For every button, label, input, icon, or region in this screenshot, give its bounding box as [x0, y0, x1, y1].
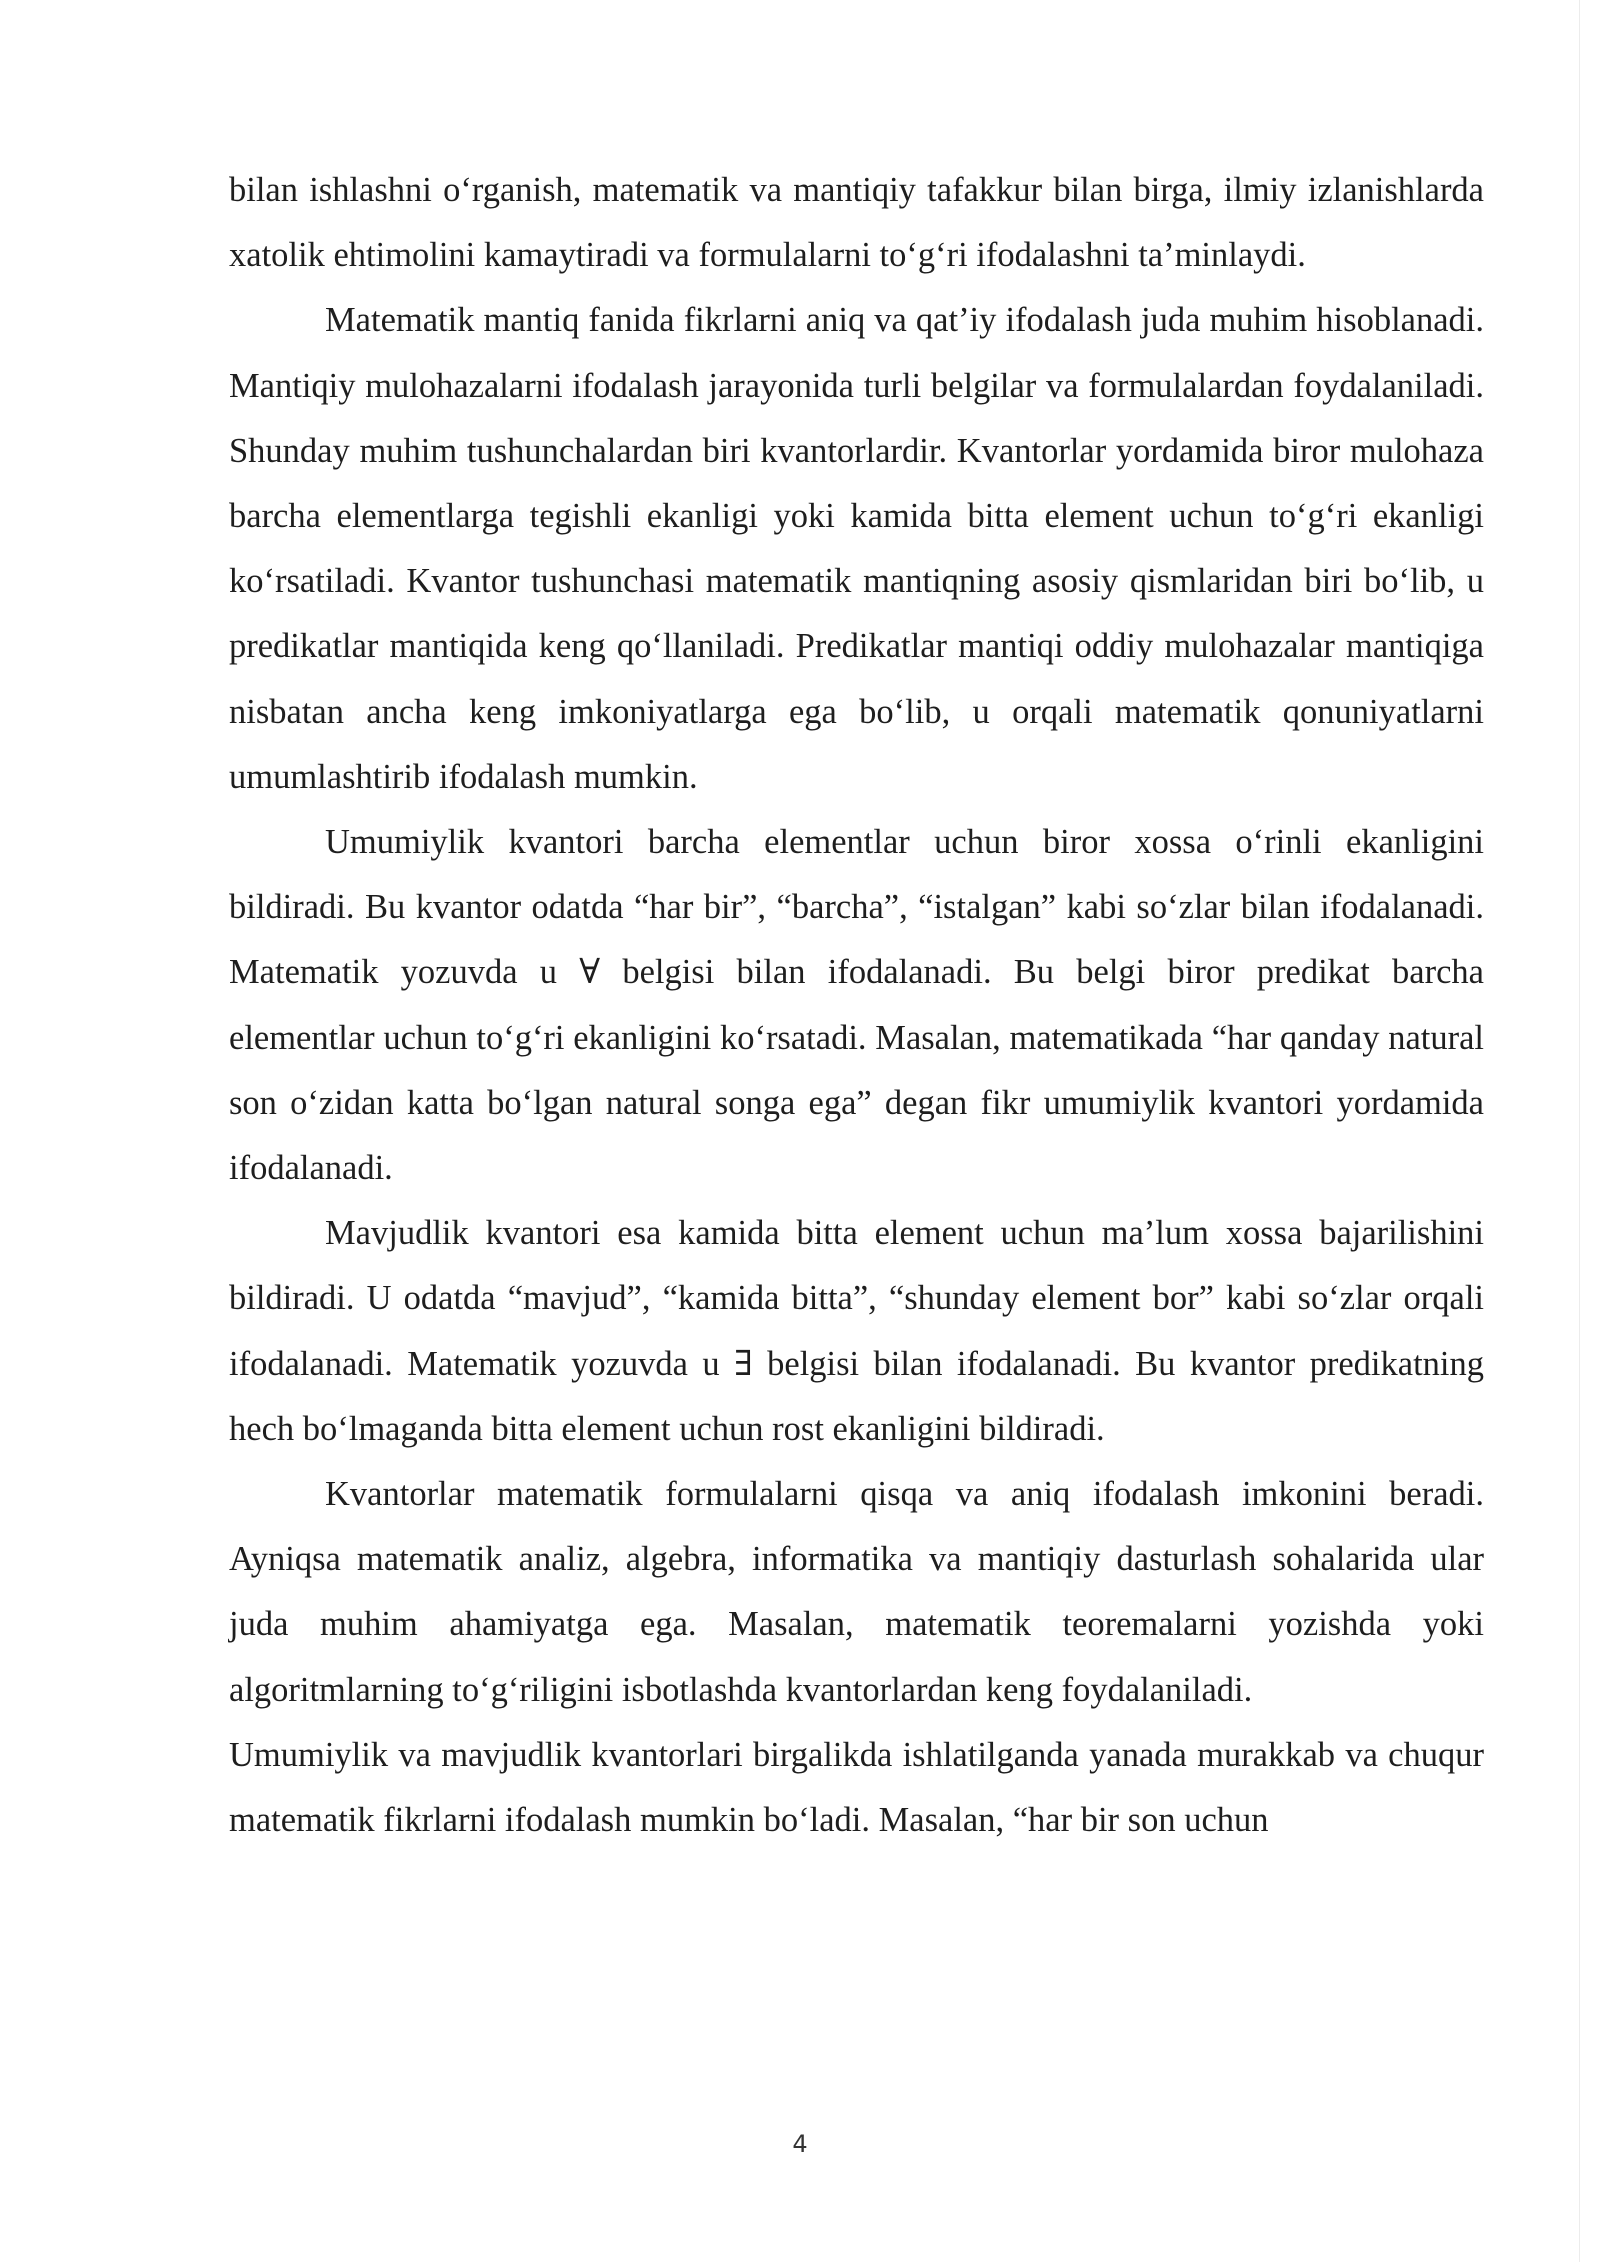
page-number: 4 [792, 2130, 808, 2158]
page-edge-line [1579, 0, 1580, 2262]
paragraph-birgalikda: Umumiylik va mavjudlik kvantorlari birgalikda ishlatilganda yanada murakkab va chuqur matematik fikrlarni ifodalash mumkin bo‘ladi. Masalan, “har bir son uchun [229, 1735, 1484, 1840]
paragraph-kvantor-intro: Matematik mantiq fanida fikrlarni aniq va qat’iy ifodalash juda muhim hisoblanadi. Mantiqiy mulohazalarni ifodalash jarayonida turli belgilar va formulalardan foydalaniladi. Shunday muhim tushunchalardan biri kvantorlardir. Kvantorlar yordamida biror mulohaza barcha elementlarga tegishli ekanligi yoki kamida bitta element uchun to‘g‘ri ekanligi ko‘rsatiladi. Kvantor tushunchasi matematik mantiqning asosiy qismlaridan biri bo‘lib, u predikatlar mantiqida keng qo‘llaniladi. Predikatlar mantiqi oddiy mulohazalar mantiqiga nisbatan ancha keng imkoniyatlarga ega bo‘lib, u orqali matematik qonuniyatlarni umumlashtirib ifodalash mumkin. [229, 301, 1484, 796]
paragraph-mavjudlik: Mavjudlik kvantori esa kamida bitta element uchun ma’lum xossa bajarilishini bildiradi. U odatda “mavjud”, “kamida bitta”, “shunday element bor” kabi so‘zlar orqali ifodalanadi. Matematik yozuvda u ∃ belgisi bilan ifodalanadi. Bu kvantor predikatning hech bo‘lmaganda bitta element uchun rost ekanligini bildiradi. [229, 1214, 1484, 1448]
paragraph-umumiylik: Umumiylik kvantori barcha elementlar uchun biror xossa o‘rinli ekanligini bildiradi. Bu kvantor odatda “har bir”, “barcha”, “istalgan” kabi so‘zlar bilan ifodalanadi. Matematik yozuvda u ∀ belgisi bilan ifodalanadi. Bu belgi biror predikat barcha elementlar uchun to‘g‘ri ekanligini ko‘rsatadi. Masalan, matematikada “har qanday natural son o‘zidan katta bo‘lgan natural songa ega” degan fikr umumiylik kvantori yordamida ifodalanadi. [229, 823, 1484, 1188]
body-text [229, 158, 1484, 1853]
paragraph-continuation: bilan ishlashni o‘rganish, matematik va mantiqiy tafakkur bilan birga, ilmiy izlanishlarda xatolik ehtimolini kamaytiradi va formulalarni to‘g‘ri ifodalashni ta’minlaydi. [229, 171, 1484, 275]
paragraph-ahamiyat: Kvantorlar matematik formulalarni qisqa va aniq ifodalash imkonini beradi. Ayniqsa matematik analiz, algebra, informatika va mantiqiy dasturlash sohalarida ular juda muhim ahamiyatga ega. Masalan, matematik teoremalarni yozishda yoki algoritmlarning to‘g‘riligini isbotlashda kvantorlardan keng foydalaniladi. [229, 1475, 1484, 1709]
